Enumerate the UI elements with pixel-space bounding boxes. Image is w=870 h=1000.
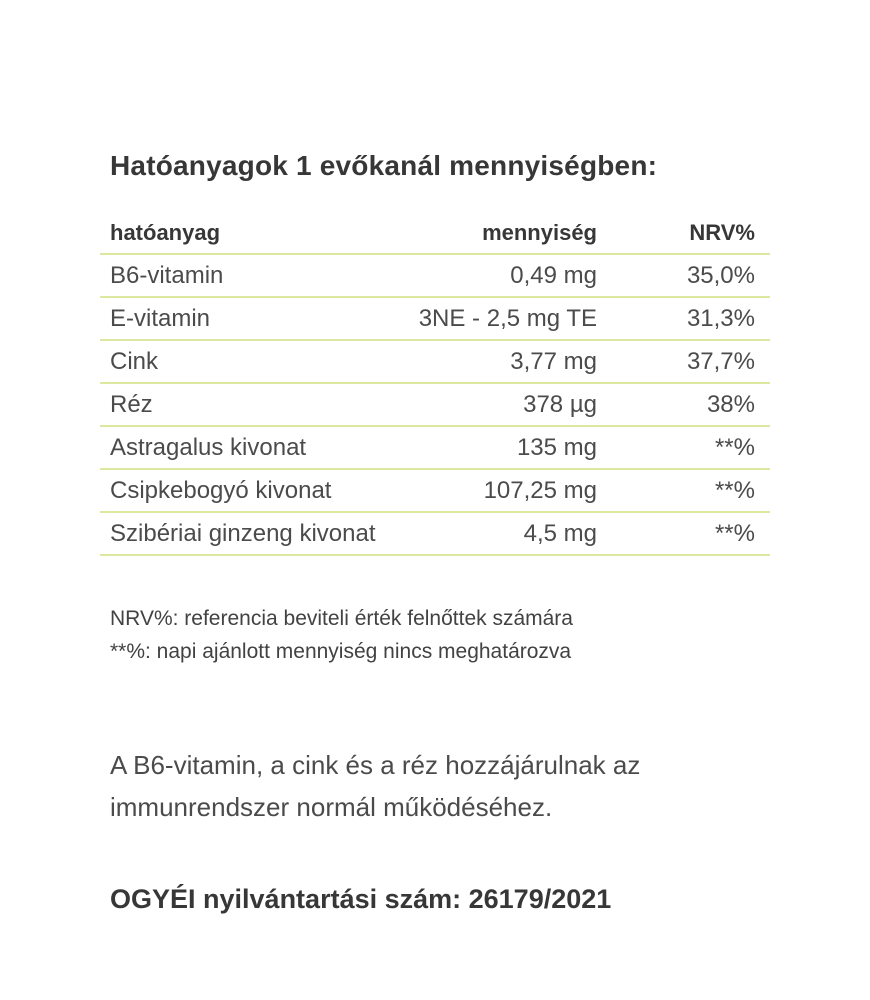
column-header-amount: mennyiség — [482, 220, 597, 245]
ingredient-name: B6-vitamin — [110, 261, 224, 289]
ingredient-amount: 107,25 mg — [483, 476, 597, 504]
table-row — [100, 470, 770, 513]
ingredient-amount: 135 mg — [516, 433, 597, 461]
page-title: Hatóanyagok 1 evőkanál mennyiségben: — [110, 150, 658, 181]
ingredient-amount: 4,5 mg — [523, 519, 597, 547]
table-row — [100, 255, 770, 298]
ingredient-amount: 3,77 mg — [510, 347, 597, 375]
ingredient-name: E-vitamin — [110, 304, 211, 332]
table-row — [100, 341, 770, 384]
ingredient-nrv: 31,3% — [686, 304, 755, 332]
footnote-asterisk: **%: napi ajánlott mennyiség nincs meghatározva — [110, 640, 572, 663]
ingredient-name: Cink — [110, 347, 159, 375]
ingredient-nrv: **% — [714, 519, 755, 547]
ingredient-name: Réz — [110, 390, 153, 418]
table-row — [100, 427, 770, 470]
table-header-row — [100, 220, 770, 255]
registration-number: OGYÉI nyilvántartási szám: 26179/2021 — [110, 884, 612, 914]
table-row — [100, 384, 770, 427]
ingredient-nrv: 38% — [706, 390, 755, 418]
table-row — [100, 513, 770, 556]
health-claim: A B6-vitamin, a cink és a réz hozzájárulnak az immunrendszer normál működéséhez. — [110, 750, 641, 822]
column-header-nrv: NRV% — [689, 220, 755, 245]
table-row — [100, 298, 770, 341]
ingredient-nrv: **% — [714, 476, 755, 504]
column-header-ingredient: hatóanyag — [110, 220, 221, 245]
ingredient-name: Szibériai ginzeng kivonat — [110, 519, 376, 547]
ingredient-nrv: 35,0% — [686, 261, 755, 289]
ingredient-nrv: 37,7% — [686, 347, 755, 375]
ingredient-nrv: **% — [714, 433, 755, 461]
ingredient-name: Astragalus kivonat — [110, 433, 307, 461]
footnote-nrv: NRV%: referencia beviteli érték felnőttek számára — [110, 607, 573, 630]
footnotes — [110, 602, 770, 668]
ingredient-amount: 3NE - 2,5 mg TE — [418, 304, 597, 332]
ingredient-amount: 378 µg — [523, 390, 597, 418]
ingredients-table — [100, 220, 770, 556]
ingredient-name: Csipkebogyó kivonat — [110, 476, 332, 504]
ingredient-amount: 0,49 mg — [510, 261, 597, 289]
